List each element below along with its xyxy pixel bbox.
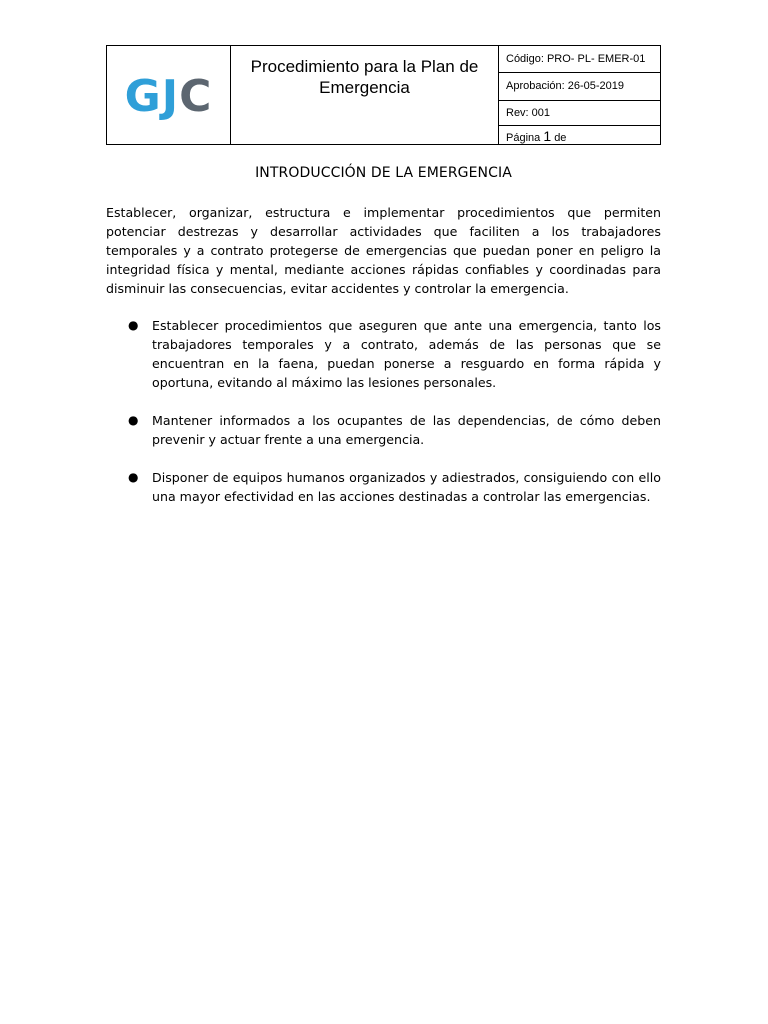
bullet-icon: ● xyxy=(128,470,139,484)
pagina-suffix: de xyxy=(554,132,567,144)
aprobacion-cell: Aprobación: 26-05-2019 xyxy=(499,73,661,100)
list-item-text: Establecer procedimientos que aseguren que ante una emergencia, tanto los trabajadores temporales y a contrato, además de las personas que se encuentran en la faena, puedan ponerse a resguardo en forma rápida y oportuna, evitando al máximo las lesiones personales. xyxy=(152,318,661,390)
document-title: Procedimiento para la Plan de Emergencia xyxy=(250,57,479,97)
page-number: 1 xyxy=(543,128,552,144)
company-logo: GJC xyxy=(124,71,213,122)
list-item xyxy=(106,468,661,506)
pagina-label: Página xyxy=(506,132,541,144)
bullet-icon: ● xyxy=(128,413,139,427)
list-item-text: Disponer de equipos humanos organizados y adiestrados, consiguiendo con ello una mayor efectividad en las acciones destinadas a controlar las emergencias. xyxy=(152,470,661,504)
list-item-text: Mantener informados a los ocupantes de las dependencias, de cómo deben prevenir y actuar frente a una emergencia. xyxy=(152,413,661,447)
logo-cell xyxy=(107,46,231,145)
codigo-cell: Código: PRO- PL- EMER-01 xyxy=(499,46,661,73)
section-title: INTRODUCCIÓN DE LA EMERGENCIA xyxy=(255,165,512,181)
document-title-cell xyxy=(231,46,499,145)
intro-paragraph: Establecer, organizar, estructura e implementar procedimientos que permiten potenciar destrezas y desarrollar actividades que faciliten a los trabajadores temporales y a contrato protegerse de emergencias que puedan poner en peligro la integridad física y mental, mediante acciones rápidas confiables y coordinadas para disminuir las consecuencias, evitar accidentes y controlar la emergencia. xyxy=(106,205,661,296)
bullet-icon: ● xyxy=(128,318,139,332)
objectives-list xyxy=(106,316,661,525)
document-header-table xyxy=(106,45,661,145)
list-item xyxy=(106,316,661,392)
pagina-cell xyxy=(499,125,661,144)
revision-cell: Rev: 001 xyxy=(499,100,661,125)
list-item xyxy=(106,411,661,449)
